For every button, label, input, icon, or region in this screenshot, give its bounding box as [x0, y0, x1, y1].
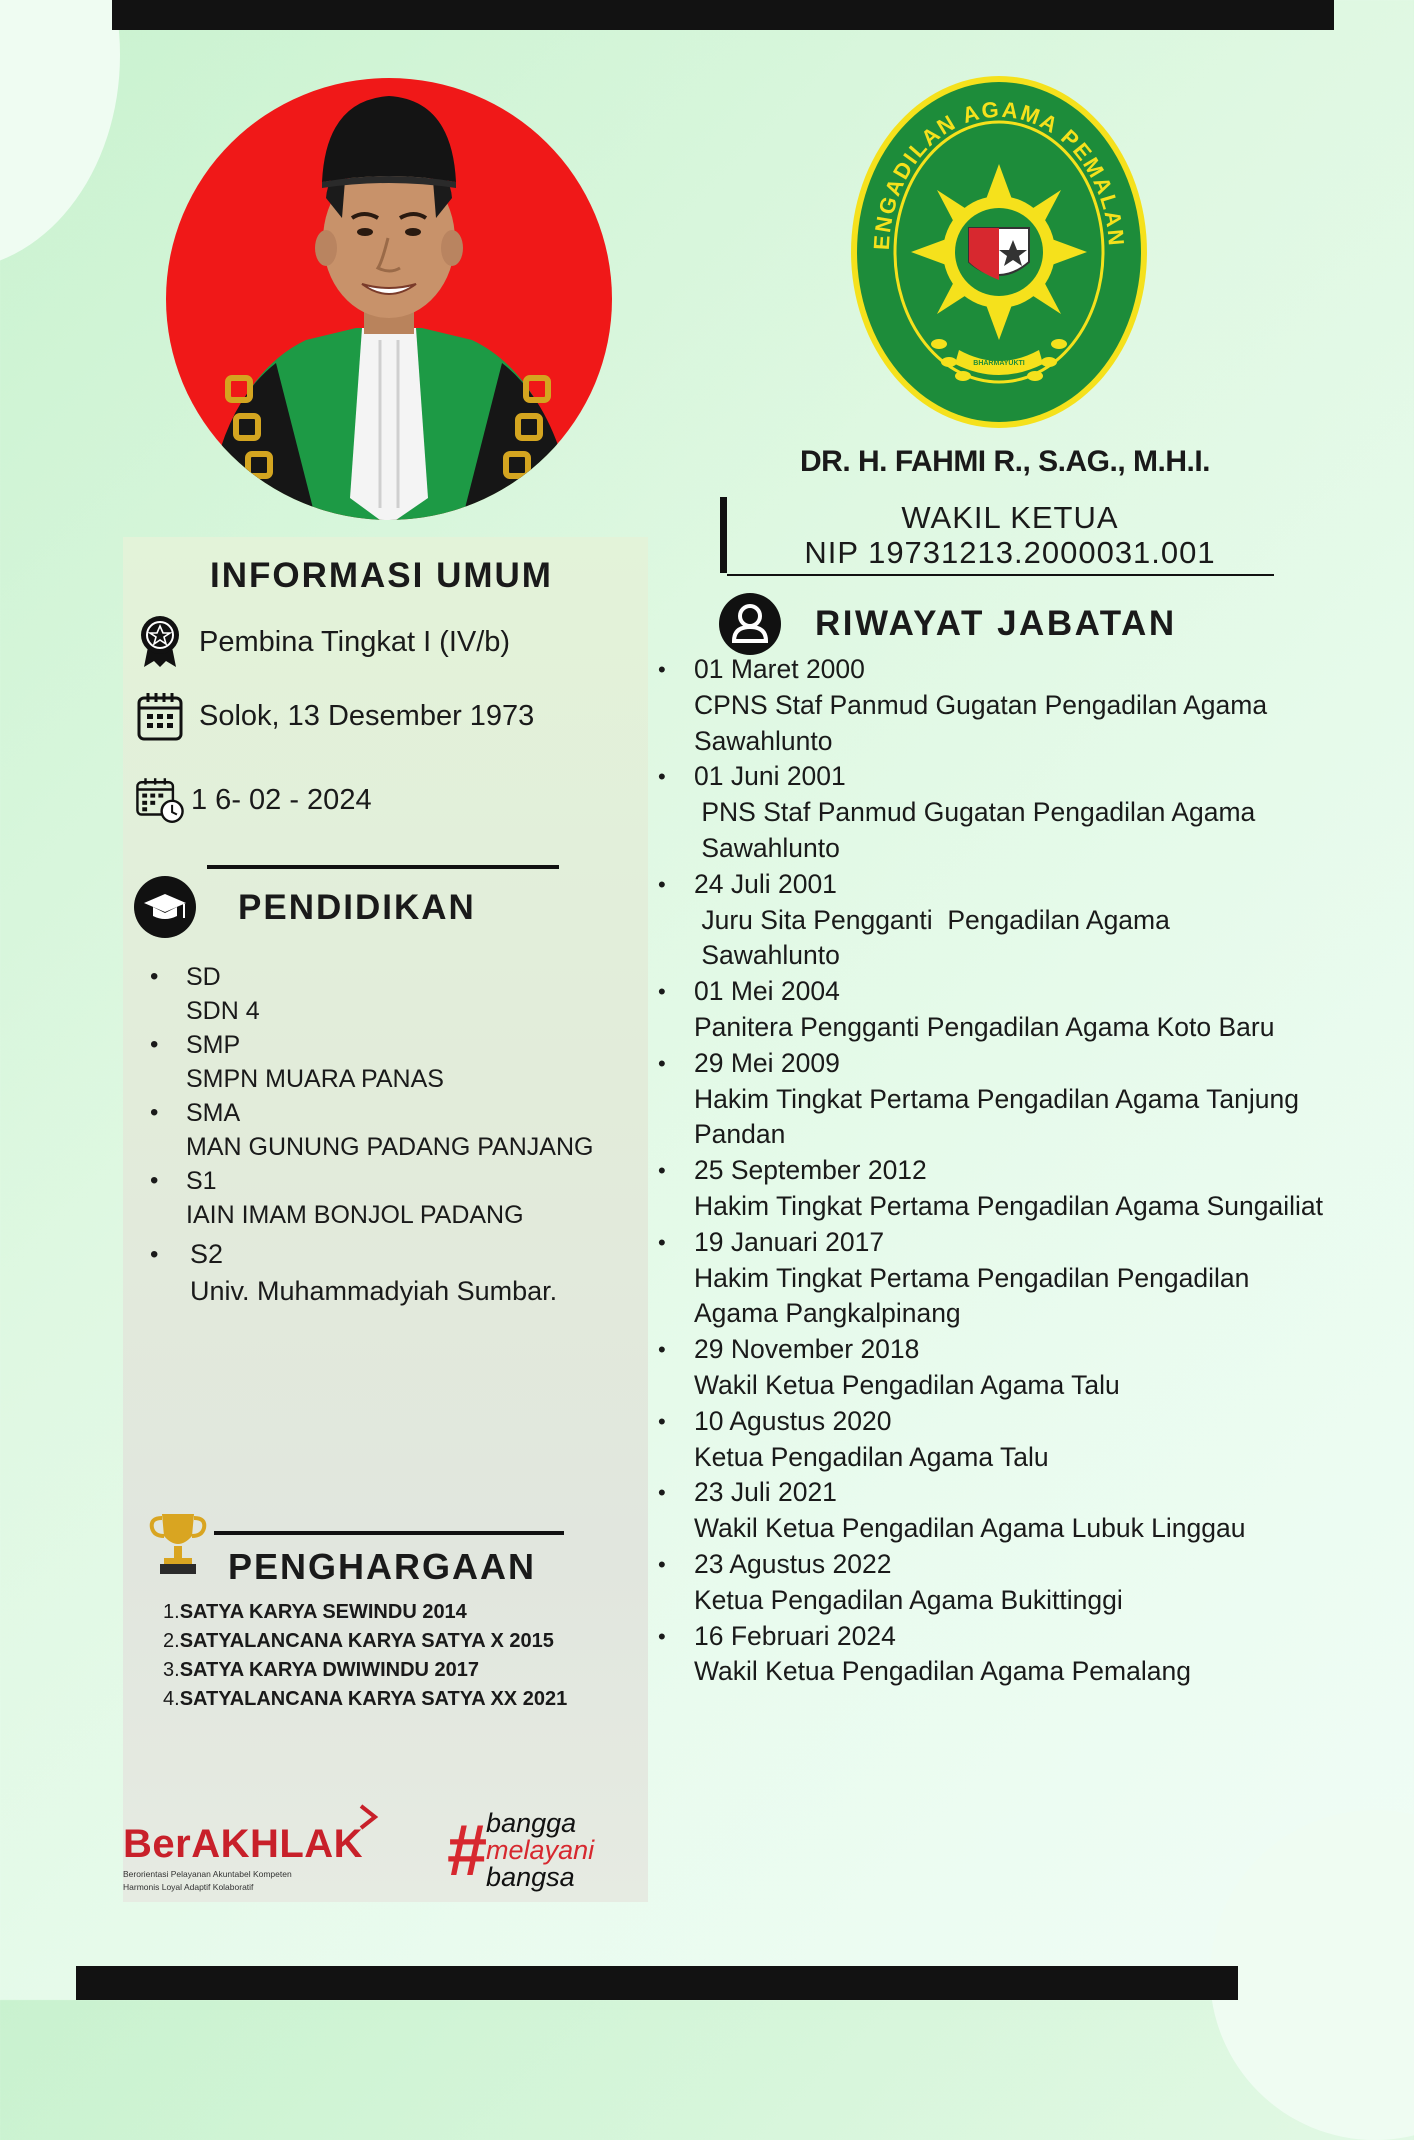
awards-heading: PENGHARGAAN [228, 1546, 537, 1587]
history-position: CPNS Staf Panmud Gugatan Pengadilan Agama [694, 689, 1268, 720]
award-item [163, 1627, 567, 1656]
rank-text: Pembina Tingkat I (IV/b) [199, 625, 511, 658]
bangga-line-2: melayani [486, 1835, 595, 1865]
history-date: 24 Juli 2001 [694, 868, 837, 899]
bangga-line-1: bangga [486, 1808, 577, 1838]
history-position: Panitera Pengganti Pengadilan Agama Koto Baru [694, 1011, 1275, 1042]
history-date: 01 Maret 2000 [694, 654, 865, 684]
history-position: Hakim Tingkat Pertama Pengadilan Agama Sungailiat [694, 1190, 1323, 1221]
history-position: Hakim Tingkat Pertama Pengadilan Pengadilan [694, 1262, 1250, 1293]
top-bar [112, 0, 1334, 30]
history-position: Wakil Ketua Pengadilan Agama Pemalang [694, 1656, 1191, 1687]
education-item: • SMA MAN GUNUNG PADANG PANJANG [150, 1096, 593, 1164]
award-text: SATYA KARYA SEWINDU 2014 [179, 1601, 467, 1623]
education-item: • SD SDN 4 [150, 960, 593, 1028]
education-list [150, 960, 593, 1310]
bangga-melayani-logo [446, 1810, 594, 1891]
education-item: • S1 IAIN IMAM BONJOL PADANG [150, 1164, 593, 1232]
education-level: SMP [186, 1031, 241, 1059]
emblem-ribbon-text: BHARMAYUKTI [973, 360, 1025, 367]
award-item [163, 1656, 567, 1685]
award-item [163, 1598, 567, 1627]
history-entry: • 01 Mei 2004 Panitera Pengganti Pengadilan Agama Koto Baru [658, 974, 1398, 1046]
medal-icon [135, 615, 185, 669]
history-position: Wakil Ketua Pengadilan Agama Lubuk Linggau [694, 1513, 1246, 1544]
award-text: SATYA KARYA DWIWINDU 2017 [179, 1659, 480, 1681]
education-level: S2 [190, 1239, 224, 1269]
education-item: • S2 Univ. Muhammadyiah Sumbar. [150, 1236, 593, 1310]
award-number: 2. [163, 1630, 180, 1652]
section-divider [207, 865, 559, 869]
history-position: Sawahlunto [694, 725, 833, 756]
history-entry: • 25 September 2012 Hakim Tingkat Pertama Pengadilan Agama Sungailiat [658, 1153, 1398, 1225]
birth-row [135, 689, 534, 743]
court-emblem [847, 72, 1151, 437]
berakhlak-logo [123, 1822, 363, 1893]
calendar-icon [135, 689, 185, 743]
history-entry: • 23 Agustus 2022 Ketua Pengadilan Agama Bukittinggi [658, 1547, 1398, 1619]
hashtag-symbol: # [446, 1810, 487, 1891]
history-position: Sawahlunto [694, 832, 840, 863]
education-level: S1 [186, 1167, 217, 1195]
award-number: 3. [163, 1659, 180, 1681]
trophy-icon [148, 1510, 208, 1581]
history-position: Pandan [694, 1119, 786, 1150]
history-entry: • 29 Mei 2009 Hakim Tingkat Pertama Pengadilan Agama Tanjung Pandan [658, 1046, 1398, 1153]
general-info-heading: INFORMASI UMUM [210, 556, 553, 595]
history-entry: • 10 Agustus 2020 Ketua Pengadilan Agama Talu [658, 1404, 1398, 1476]
date-text: 1 6- 02 - 2024 [191, 783, 372, 816]
person-name: DR. H. FAHMI R., S.AG., M.H.I. [799, 445, 1210, 478]
history-position: Sawahlunto [694, 940, 840, 971]
person-icon [719, 593, 781, 655]
history-position: Ketua Pengadilan Agama Bukittinggi [694, 1584, 1123, 1615]
career-history-list [658, 652, 1398, 1690]
date-row [135, 773, 372, 827]
history-date: 23 Agustus 2022 [694, 1548, 892, 1579]
chevron-right-icon [353, 1804, 383, 1830]
history-position: Agama Pangkalpinang [694, 1298, 961, 1329]
rank-row [135, 615, 510, 669]
profile-photo [166, 78, 612, 520]
history-entry: • 19 Januari 2017 Hakim Tingkat Pertama Pengadilan Pengadilan Agama Pangkalpinang [658, 1225, 1398, 1332]
education-school: Univ. Muhammadyiah Sumbar. [190, 1276, 558, 1306]
history-entry: • 23 Juli 2021 Wakil Ketua Pengadilan Agama Lubuk Linggau [658, 1475, 1398, 1547]
history-entry: • 01 Juni 2001 PNS Staf Panmud Gugatan Pengadilan Agama Sawahlunto [658, 759, 1398, 866]
award-item [163, 1685, 567, 1714]
history-entry: • 16 Februari 2024 Wakil Ketua Pengadilan Agama Pemalang [658, 1619, 1398, 1691]
award-text: SATYALANCANA KARYA SATYA XX 2021 [179, 1688, 568, 1710]
bottom-bar [76, 1966, 1238, 2000]
history-date: 29 Mei 2009 [694, 1047, 840, 1078]
history-date: 29 November 2018 [694, 1334, 920, 1365]
bangga-line-3: bangsa [486, 1862, 575, 1892]
berakhlak-subtitle-1: Berorientasi Pelayanan Akuntabel Kompeten [123, 1869, 292, 1879]
history-position: Hakim Tingkat Pertama Pengadilan Agama Tanjung [694, 1083, 1299, 1114]
history-position: PNS Staf Panmud Gugatan Pengadilan Agama [694, 797, 1256, 828]
emblem-text: ENGADILAN AGAMA PEMALAN [868, 96, 1130, 251]
calendar-clock-icon [135, 773, 185, 827]
history-date: 19 Januari 2017 [694, 1226, 885, 1257]
graduation-cap-icon [134, 876, 196, 938]
berakhlak-subtitle-2: Harmonis Loyal Adaptif Kolaboratif [123, 1882, 254, 1892]
history-date: 25 September 2012 [694, 1155, 927, 1186]
history-position: Ketua Pengadilan Agama Talu [694, 1441, 1049, 1472]
nip-number: NIP 19731213.2000031.001 [804, 535, 1216, 570]
history-date: 01 Mei 2004 [694, 976, 840, 1007]
history-position: Juru Sita Pengganti Pengadilan Agama [694, 904, 1170, 935]
education-level: SD [186, 963, 221, 991]
history-position: Wakil Ketua Pengadilan Agama Talu [694, 1369, 1120, 1400]
education-school: MAN GUNUNG PADANG PANJANG [186, 1133, 594, 1161]
award-number: 4. [163, 1688, 180, 1710]
birth-text: Solok, 13 Desember 1973 [199, 699, 535, 732]
education-school: SMPN MUARA PANAS [186, 1065, 444, 1093]
education-item: • SMP SMPN MUARA PANAS [150, 1028, 593, 1096]
history-entry: • 01 Maret 2000 CPNS Staf Panmud Gugatan Pengadilan Agama Sawahlunto [658, 652, 1398, 759]
position-accent-bar [720, 497, 727, 573]
history-date: 01 Juni 2001 [694, 761, 846, 792]
history-entry: • 24 Juli 2001 Juru Sita Pengganti Pengadilan Agama Sawahlunto [658, 867, 1398, 974]
position-title: WAKIL KETUA [901, 500, 1119, 535]
education-school: SDN 4 [186, 997, 260, 1025]
career-history-heading: RIWAYAT JABATAN [815, 604, 1177, 643]
awards-list [163, 1598, 567, 1714]
education-school: IAIN IMAM BONJOL PADANG [186, 1201, 524, 1229]
position-underline [727, 574, 1274, 576]
section-divider [214, 1531, 564, 1535]
history-date: 16 Februari 2024 [694, 1620, 896, 1651]
history-date: 10 Agustus 2020 [694, 1405, 892, 1436]
history-entry: • 29 November 2018 Wakil Ketua Pengadilan Agama Talu [658, 1332, 1398, 1404]
award-text: SATYALANCANA KARYA SATYA X 2015 [179, 1630, 554, 1652]
history-date: 23 Juli 2021 [694, 1477, 837, 1508]
background-blob-bottom-right [1210, 1810, 1414, 2140]
education-heading: PENDIDIKAN [238, 888, 476, 927]
education-level: SMA [186, 1099, 241, 1127]
award-number: 1. [163, 1601, 180, 1623]
berakhlak-title: BerAKHLAK [123, 1822, 364, 1866]
background-blob-top-left [0, 0, 120, 270]
